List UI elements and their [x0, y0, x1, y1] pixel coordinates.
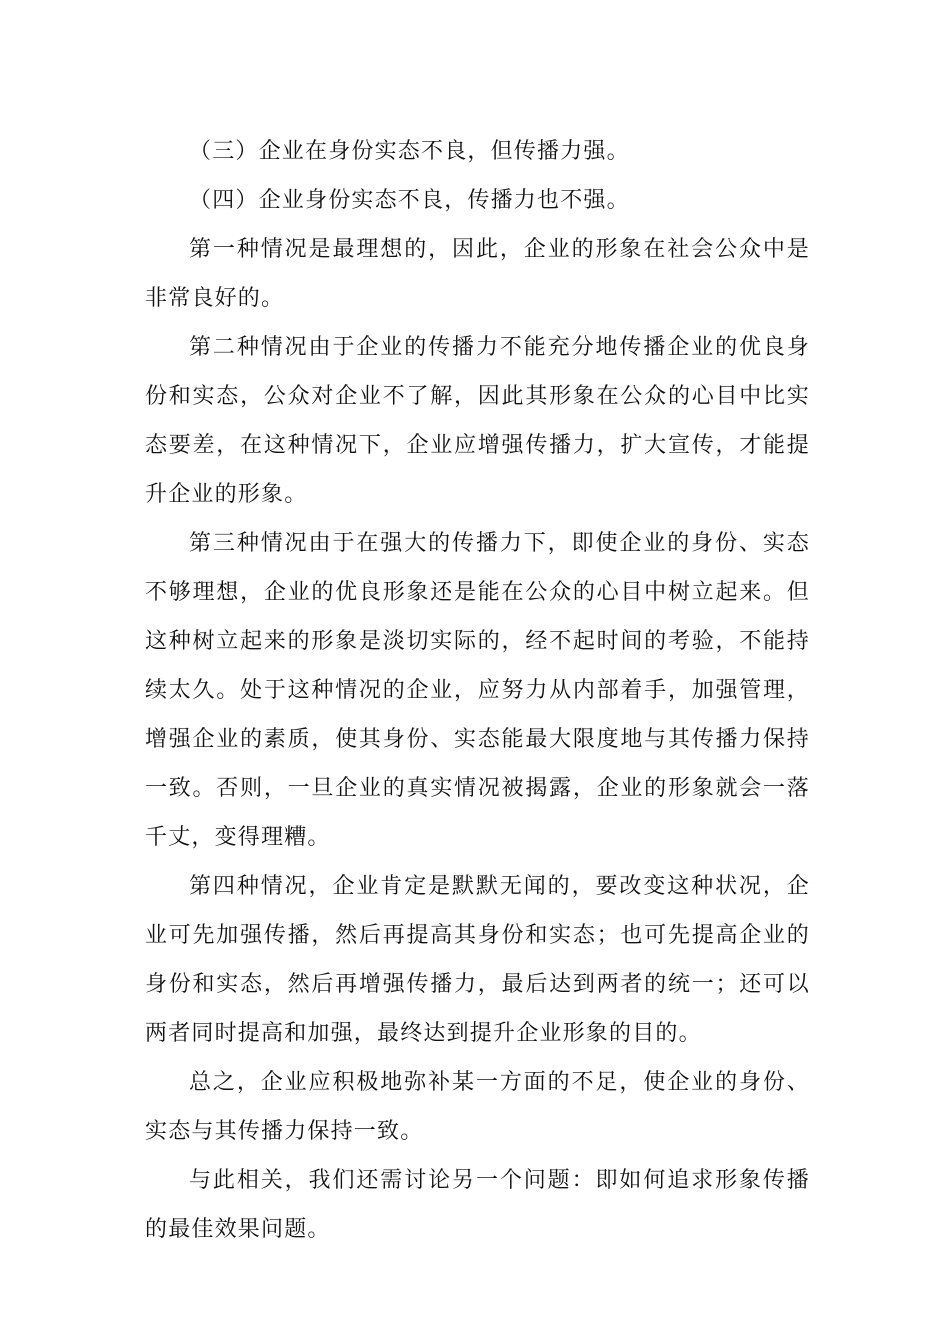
- document-body: [145, 127, 810, 1254]
- paragraph-case-one: 第一种情况是最理想的，因此，企业的形象在社会公众中是非常良好的。: [145, 237, 810, 311]
- paragraph-item-three: （三）企业在身份实态不良，但传播力强。: [189, 139, 630, 164]
- paragraph-case-two: 第二种情况由于企业的传播力不能充分地传播企业的优良身份和实态，公众对企业不了解，因此其形象在公众的心目中比实态要差，在这种情况下，企业应增强传播力，扩大宣传，才能提升企业的形象。: [145, 335, 810, 507]
- paragraph-item-four: （四）企业身份实态不良，传播力也不强。: [189, 188, 630, 213]
- paragraph-case-four: 第四种情况，企业肯定是默默无闻的，要改变这种状况，企业可先加强传播，然后再提高其身份和实态；也可先提高企业的身份和实态，然后再增强传播力，最后达到两者的统一；还可以两者同时提高和加强，最终达到提升企业形象的目的。: [145, 874, 810, 1046]
- paragraph-summary: 总之，企业应积极地弥补某一方面的不足，使企业的身份、实态与其传播力保持一致。: [145, 1070, 810, 1144]
- paragraph-case-three: 第三种情况由于在强大的传播力下，即使企业的身份、实态不够理想，企业的优良形象还是能在公众的心目中树立起来。但这种树立起来的形象是淡切实际的，经不起时间的考验，不能持续太久。处于这种情况的企业，应努力从内部着手，加强管理，增强企业的素质，使其身份、实态能最大限度地与其传播力保持一致。否则，一旦企业的真实情况被揭露，企业的形象就会一落千丈，变得理糟。: [145, 531, 810, 850]
- paragraph-related-question: 与此相关，我们还需讨论另一个问题：即如何追求形象传播的最佳效果问题。: [145, 1168, 810, 1242]
